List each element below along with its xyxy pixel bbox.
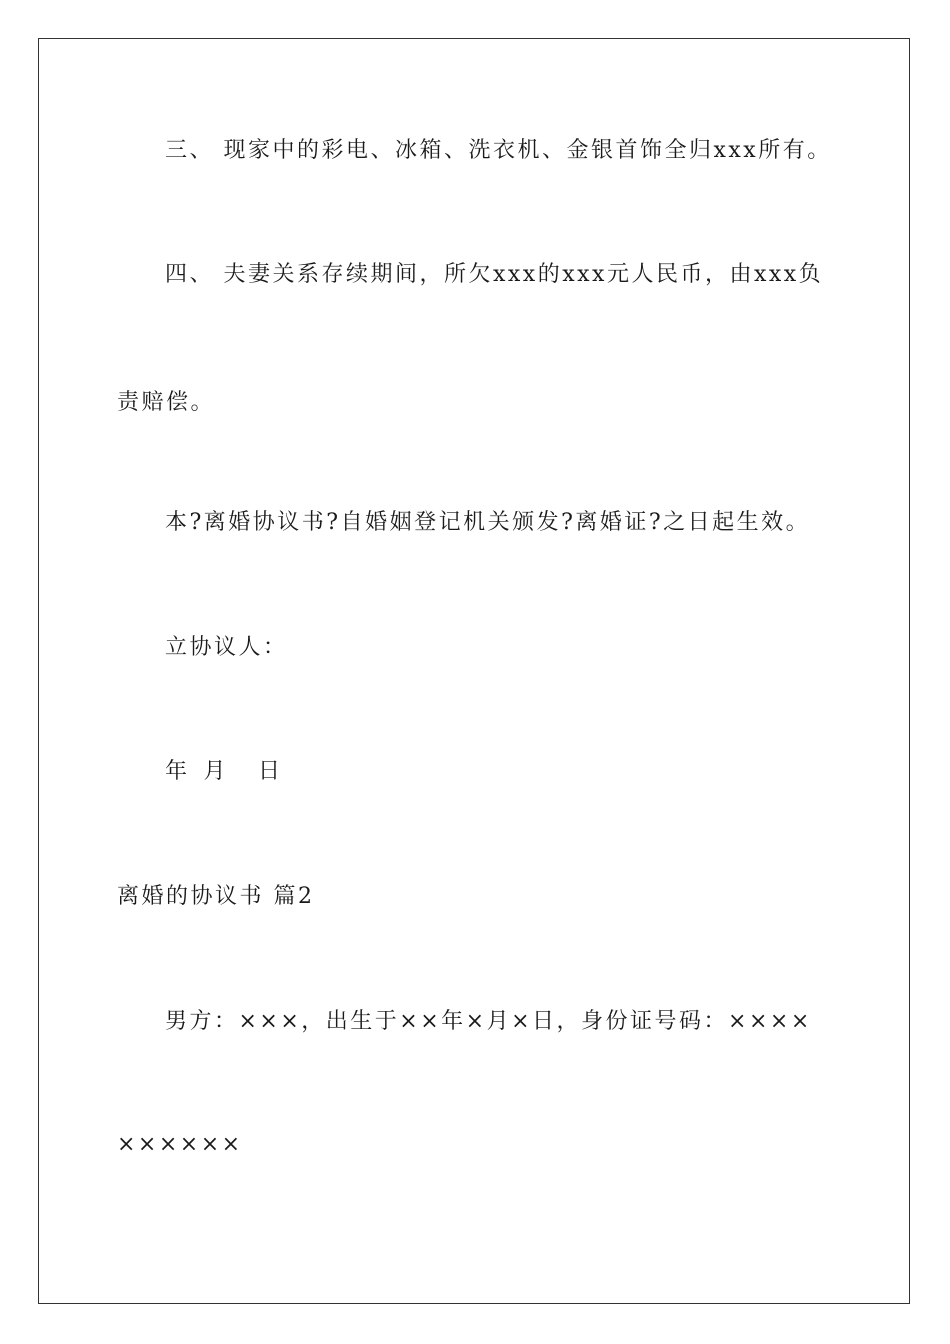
date-line bbox=[165, 758, 283, 786]
effective-clause: 本?离婚协议书?自婚姻登记机关颁发?离婚证?之日起生效。 bbox=[165, 510, 811, 535]
date-month-label: 月 bbox=[203, 759, 229, 784]
clause-four: 四、 夫妻关系存续期间，所欠xxx的xxx元人民币，由xxx负 bbox=[165, 262, 824, 287]
page-border bbox=[38, 38, 910, 1304]
male-party-info: 男方：×××，出生于××年×月×日，身份证号码：×××× bbox=[165, 1009, 812, 1034]
clause-four-continued: 责赔偿。 bbox=[117, 390, 216, 415]
signatory-label: 立协议人： bbox=[165, 635, 288, 660]
date-day-label: 日 bbox=[258, 759, 283, 784]
section-heading: 离婚的协议书 篇2 bbox=[117, 884, 315, 909]
date-year-label: 年 bbox=[165, 759, 190, 784]
male-party-id-continued: ×××××× bbox=[117, 1132, 243, 1157]
clause-three: 三、 现家中的彩电、冰箱、洗衣机、金银首饰全归xxx所有。 bbox=[165, 138, 832, 163]
